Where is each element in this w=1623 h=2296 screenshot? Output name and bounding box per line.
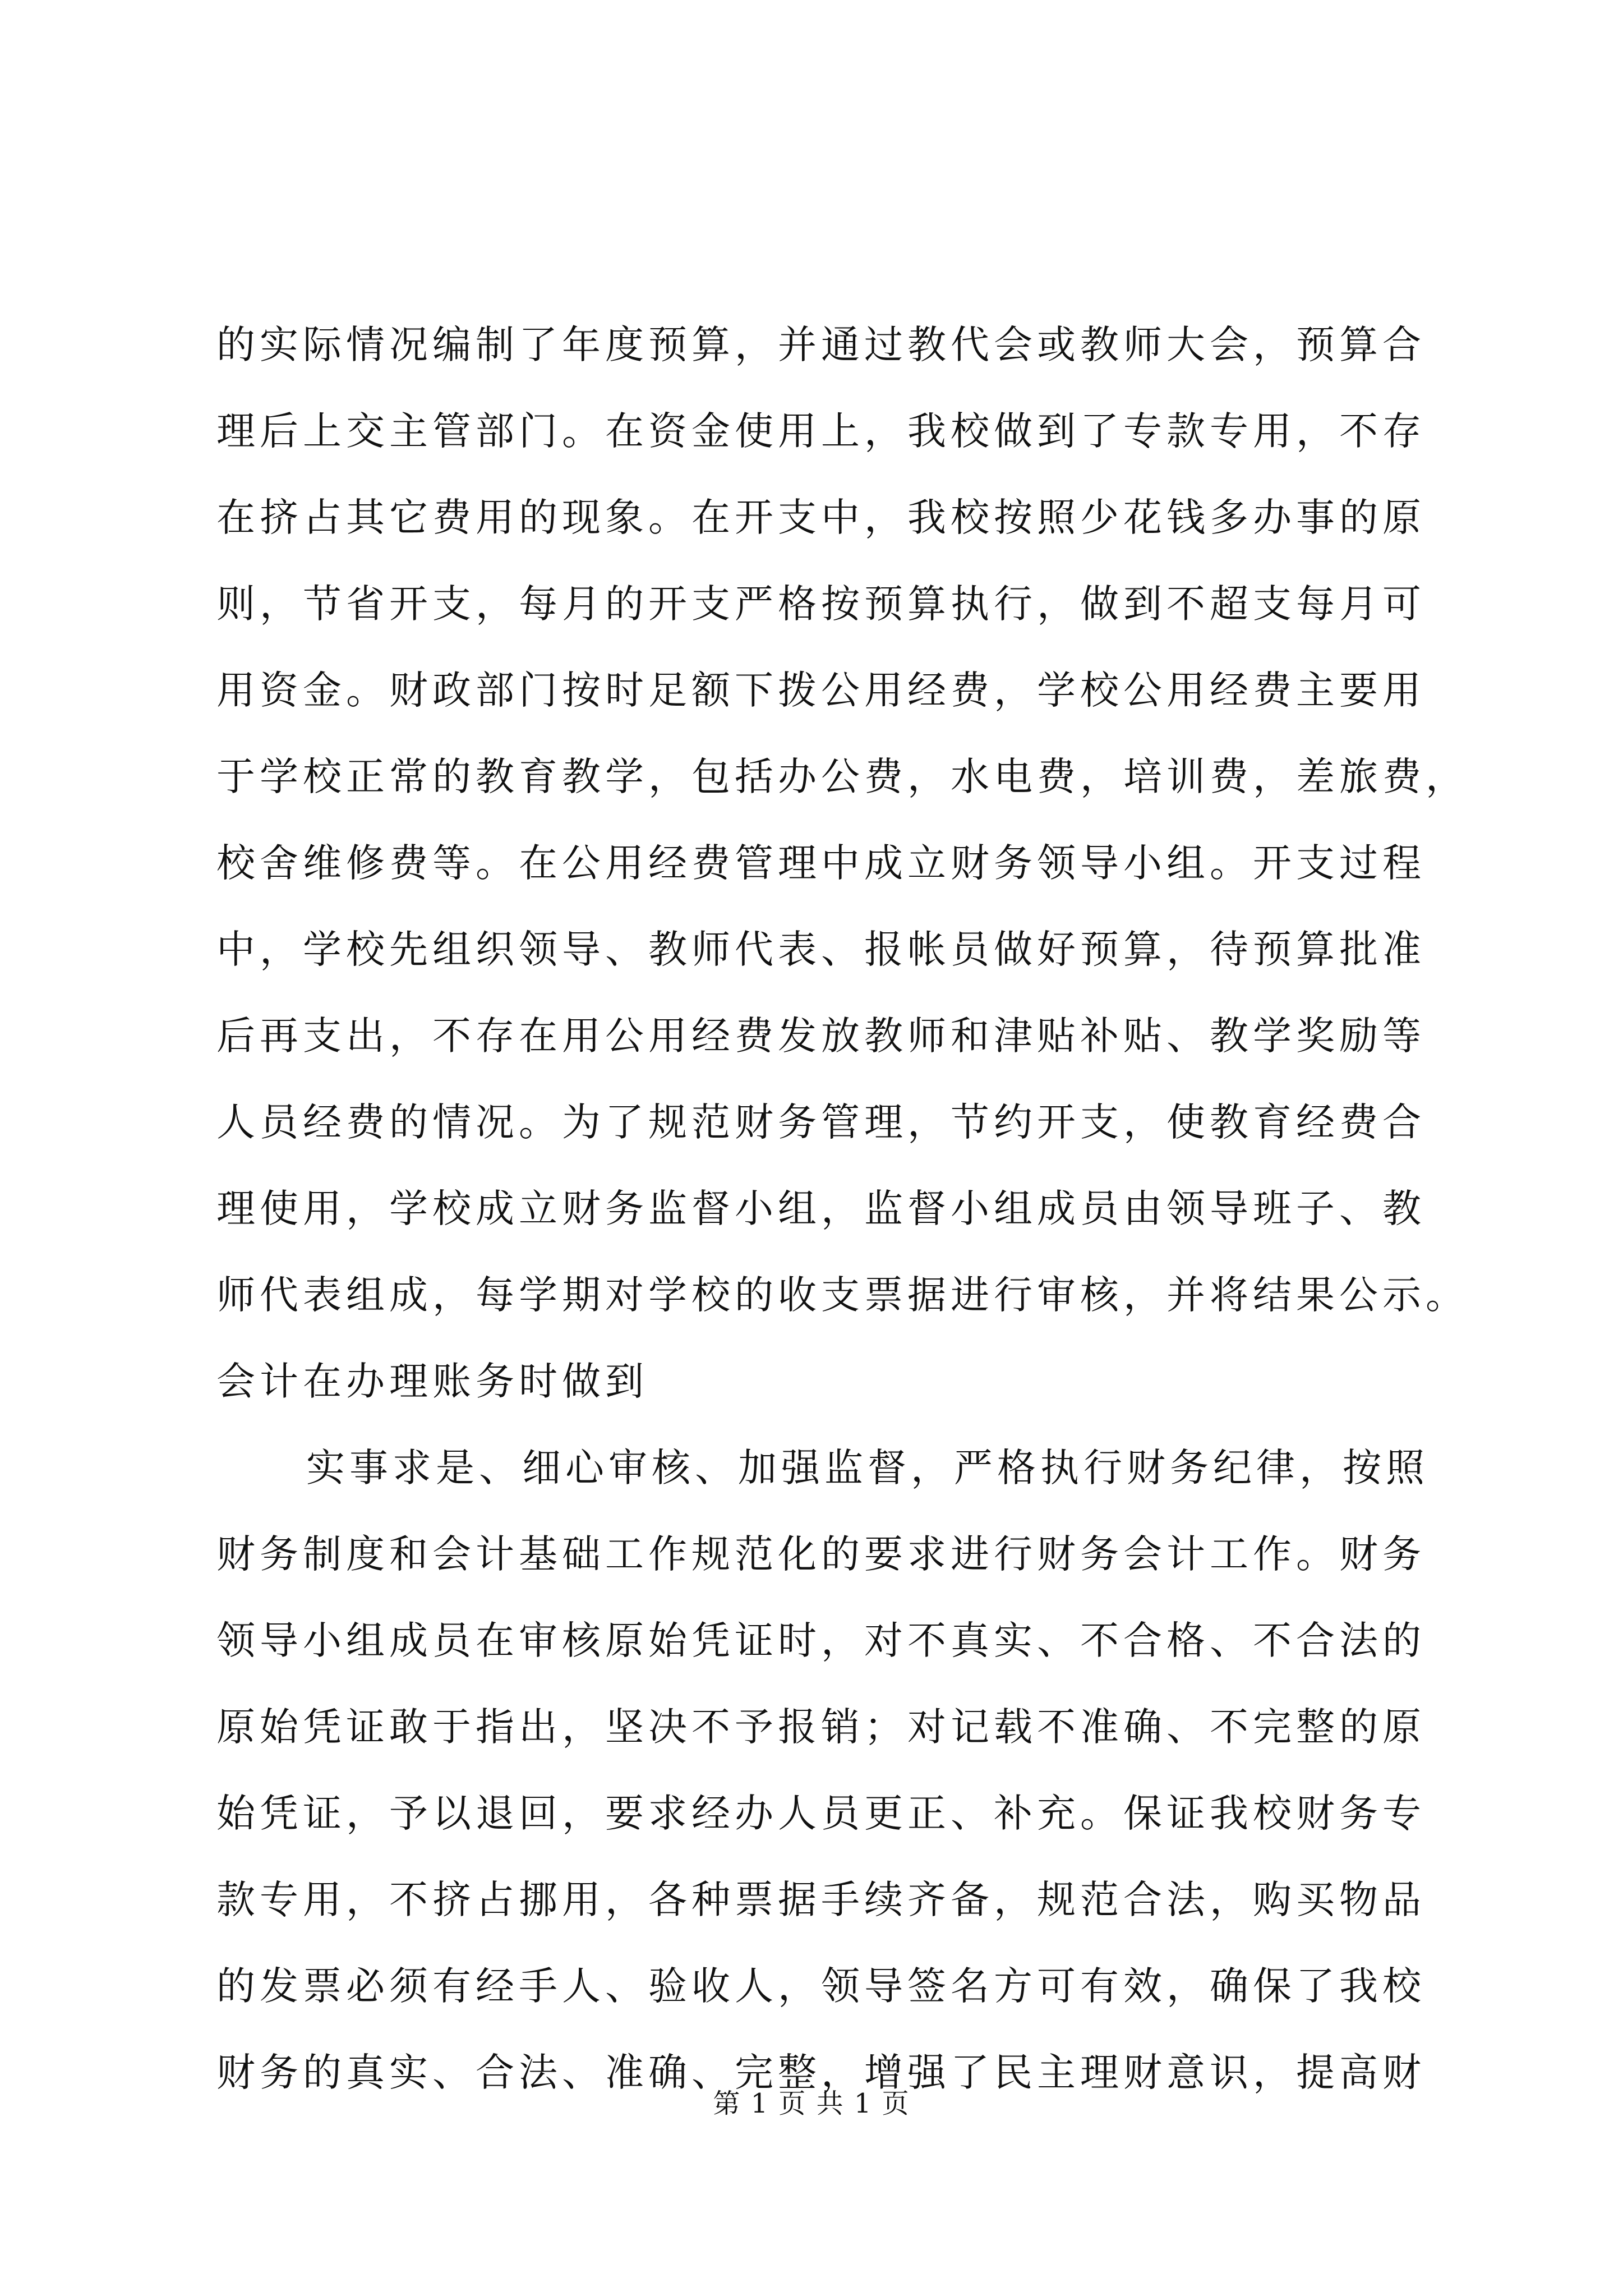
text-line: 原始凭证敢于指出，坚决不予报销；对记载不准确、不完整的原 bbox=[216, 1705, 1426, 1750]
text-line: 于学校正常的教育教学，包括办公费，水电费，培训费，差旅费， bbox=[216, 754, 1469, 799]
text-line: 的发票必须有经手人、验收人，领导签名方可有效，确保了我校 bbox=[216, 1964, 1426, 2009]
text-line: 在挤占其它费用的现象。在开支中，我校按照少花钱多办事的原 bbox=[216, 495, 1426, 540]
text-line: 领导小组成员在审核原始凭证时，对不真实、不合格、不合法的 bbox=[216, 1618, 1426, 1663]
paragraph-end-line: 会计在办理账务时做到 bbox=[216, 1359, 648, 1404]
text-line: 的实际情况编制了年度预算，并通过教代会或教师大会，预算合 bbox=[216, 323, 1426, 367]
text-line: 财务的真实、合法、准确、完整，增强了民主理财意识，提高财 bbox=[216, 2050, 1426, 2095]
text-line: 理后上交主管部门。在资金使用上，我校做到了专款专用，不存 bbox=[216, 409, 1426, 454]
text-line: 始凭证，予以退回，要求经办人员更正、补充。保证我校财务专 bbox=[216, 1791, 1426, 1836]
text-line: 人员经费的情况。为了规范财务管理，节约开支，使教育经费合 bbox=[216, 1100, 1426, 1145]
body-text bbox=[216, 302, 1469, 2116]
text-line: 用资金。财政部门按时足额下拨公用经费，学校公用经费主要用 bbox=[216, 668, 1426, 713]
page-number-label: 第 1 页 共 1 页 bbox=[713, 2088, 910, 2119]
paragraph-start-line: 实事求是、细心审核、加强监督，严格执行财务纪律，按照 bbox=[306, 1446, 1429, 1490]
text-line: 中，学校先组织领导、教师代表、报帐员做好预算，待预算批准 bbox=[216, 927, 1426, 972]
text-line: 后再支出，不存在用公用经费发放教师和津贴补贴、教学奖励等 bbox=[216, 1014, 1426, 1059]
text-line: 财务制度和会计基础工作规范化的要求进行财务会计工作。财务 bbox=[216, 1532, 1426, 1577]
text-line: 款专用，不挤占挪用，各种票据手续齐备，规范合法，购买物品 bbox=[216, 1878, 1426, 1922]
text-line: 理使用，学校成立财务监督小组，监督小组成员由领导班子、教 bbox=[216, 1186, 1426, 1231]
page-footer bbox=[0, 2087, 1623, 2120]
text-line: 师代表组成，每学期对学校的收支票据进行审核，并将结果公示。 bbox=[216, 1273, 1469, 1318]
text-line: 则，节省开支，每月的开支严格按预算执行，做到不超支每月可 bbox=[216, 582, 1426, 627]
text-line: 校舍维修费等。在公用经费管理中成立财务领导小组。开支过程 bbox=[216, 841, 1426, 886]
